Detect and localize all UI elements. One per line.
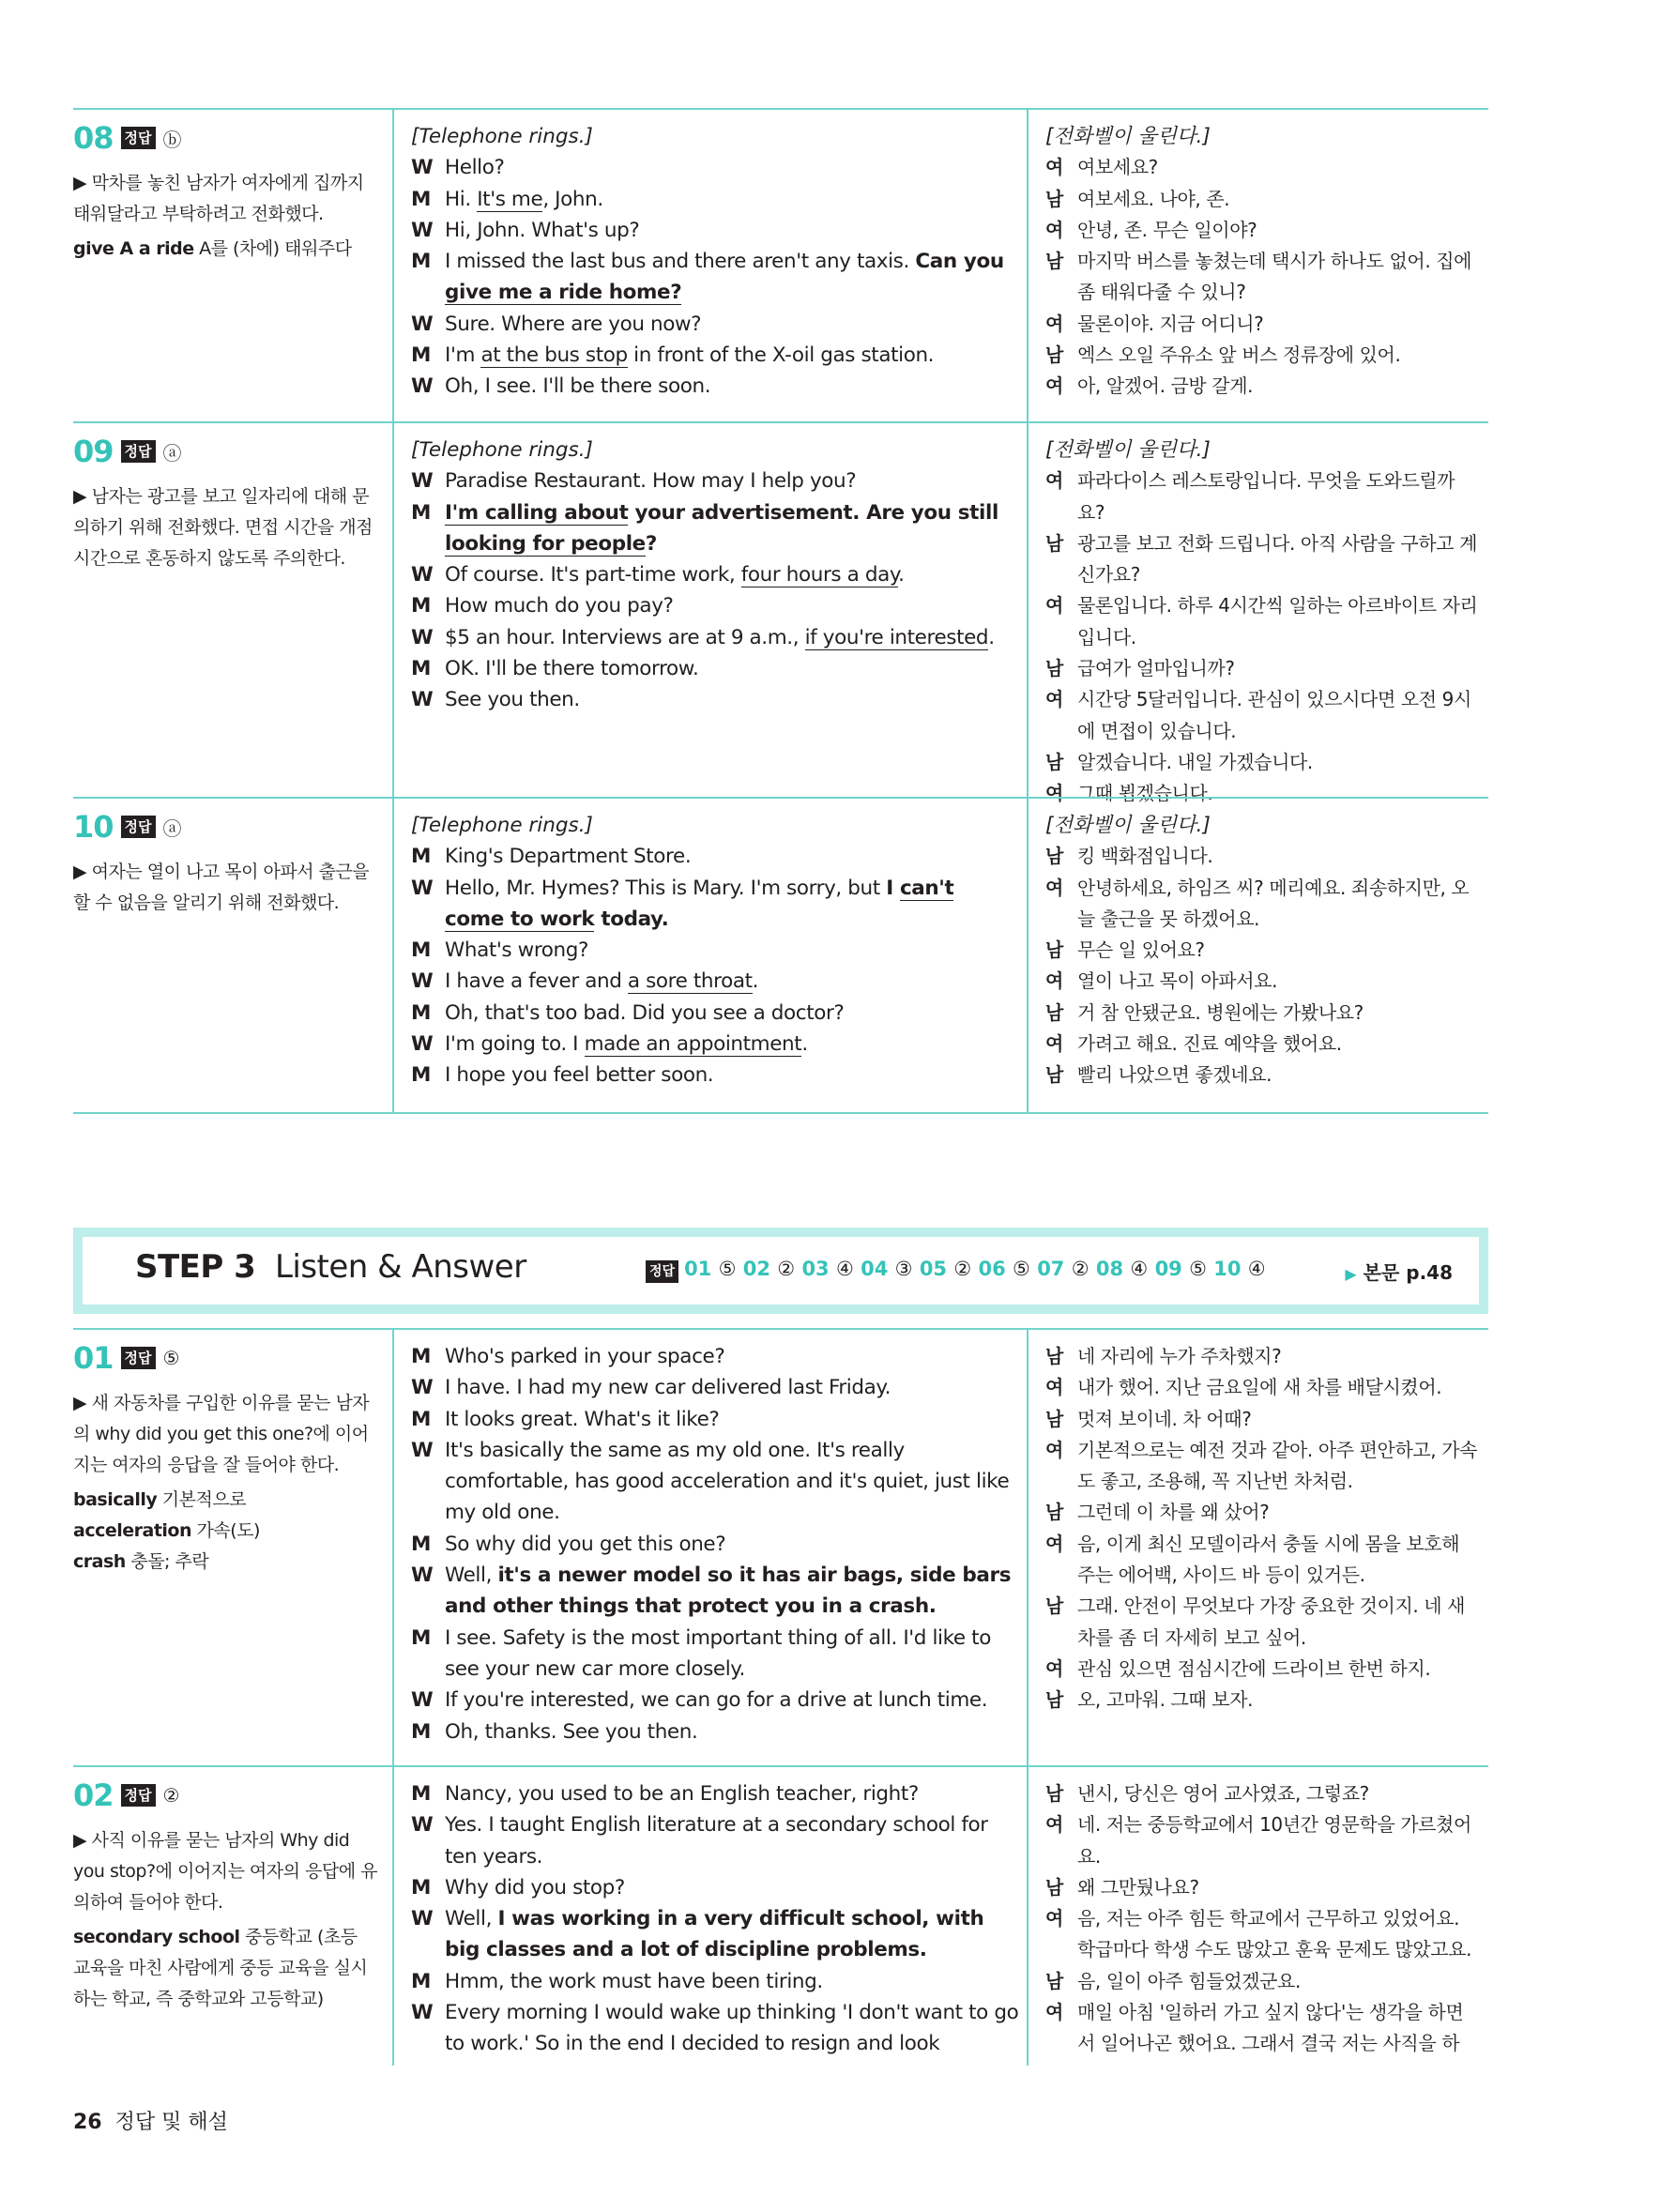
korean-translation	[1027, 423, 1490, 805]
vocab-item: basically 기본적으로	[73, 1489, 247, 1510]
explanation: ▶ 여자는 열이 나고 목이 아파서 출근을 할 수 없음을 알리기 위해 전화했다.	[73, 862, 370, 913]
translation-line: 남 그래. 안전이 무엇보다 가장 중요한 것이지. 네 새 차를 좀 더 자세히 보고 싶어.	[1045, 1594, 1466, 1649]
question-number: 10	[73, 809, 114, 845]
korean-translation	[1027, 1330, 1490, 1767]
script-line: W Oh, I see. I'll be there soon.	[411, 374, 711, 399]
explanation: ▶ 남자는 광고를 보고 일자리에 대해 문의하기 위해 전화했다. 면접 시간을 개점 시간으로 혼동하지 않도록 주의한다.	[73, 486, 373, 569]
stage-direction: [전화벨이 울린다.]	[1045, 814, 1211, 837]
script-line: W Sure. Where are you now?	[411, 312, 702, 336]
translation-line: 여 아, 알겠어. 금방 갈게.	[1045, 374, 1254, 398]
step3-question-01-block	[73, 1328, 1488, 1767]
english-script	[392, 423, 1028, 799]
script-line: W Of course. It's part-time work, four hours a day.	[411, 563, 905, 587]
translation-line: 여 내가 했어. 지난 금요일에 새 차를 배달시켰어.	[1045, 1376, 1442, 1399]
script-line: M I'm calling about your advertisement. Are you still looking for people?	[411, 500, 998, 556]
script-line: M I missed the last bus and there aren't any taxis. Can you give me a ride home?	[411, 250, 1004, 305]
question-number: 09	[73, 434, 114, 469]
translation-line: 남 광고를 보고 전화 드립니다. 아직 사람을 구하고 계신가요?	[1045, 531, 1478, 587]
note-column	[73, 1767, 392, 2015]
translation-line: 여 매일 아침 '일하러 가고 싶지 않다'는 생각을 하면서 일어나곤 했어요. 그래서 결국 저는 사직을 하	[1045, 2001, 1464, 2055]
question-08-block	[73, 108, 1488, 423]
translation-line: 여 물론입니다. 하루 4시간씩 일하는 아르바이트 자리입니다.	[1045, 594, 1478, 648]
script-line: M Who's parked in your space?	[411, 1345, 725, 1368]
answer-badge: 정답	[121, 440, 156, 463]
stage-direction: [Telephone rings.]	[411, 438, 593, 462]
script-line: W Hi, John. What's up?	[411, 218, 640, 242]
answer-choice: ⓐ	[162, 816, 182, 840]
translation-line: 남 거 참 안됐군요. 병원에는 가봤나요?	[1045, 1000, 1364, 1024]
step3-answer-key: 정답 01 ⑤ 02 ② 03 ④ 04 ③ 05 ② 06 ⑤ 07 ② 08 ④ 09 ⑤ 10 ④	[646, 1258, 1266, 1283]
step3-banner	[73, 1228, 1488, 1314]
script-line: M So why did you get this one?	[411, 1532, 726, 1556]
translation-line: 남 오, 고마워. 그때 보자.	[1045, 1688, 1254, 1712]
translation-line: 남 알겠습니다. 내일 가겠습니다.	[1045, 750, 1313, 773]
translation-line: 남 빨리 나았으면 좋겠네요.	[1045, 1063, 1272, 1087]
question-10-block	[73, 797, 1488, 1114]
korean-translation	[1027, 799, 1490, 1112]
script-line: M Hmm, the work must have been tiring.	[411, 1969, 823, 1993]
translation-line: 남 여보세요. 나야, 존.	[1045, 187, 1230, 210]
script-line: W It's basically the same as my old one. It's really comfortable, has good acceleration and it's quiet, just like my old one.	[411, 1438, 1010, 1525]
script-line: M Why did you stop?	[411, 1875, 625, 1899]
script-line: M King's Department Store.	[411, 845, 692, 869]
stage-direction: [전화벨이 울린다.]	[1045, 125, 1211, 148]
answer-badge: 정답	[121, 816, 156, 838]
translation-line: 남 무슨 일 있어요?	[1045, 938, 1205, 962]
stage-direction: [Telephone rings.]	[411, 125, 593, 148]
korean-translation	[1027, 110, 1490, 423]
translation-line: 여 안녕, 존. 무슨 일이야?	[1045, 218, 1257, 241]
script-line: M Hi. It's me, John.	[411, 187, 603, 211]
translation-line: 여 시간당 5달러입니다. 관심이 있으시다면 오전 9시에 면접이 있습니다.	[1045, 688, 1471, 742]
question-number: 02	[73, 1777, 114, 1813]
translation-line: 여 관심 있으면 점심시간에 드라이브 한번 하지.	[1045, 1656, 1431, 1680]
script-line: W See you then.	[411, 688, 580, 712]
stage-direction: [Telephone rings.]	[411, 814, 593, 837]
step3-title: STEP 3 Listen & Answer	[135, 1248, 526, 1286]
vocab-item: crash 충돌; 추락	[73, 1551, 209, 1572]
english-script	[392, 110, 1028, 423]
script-line: W I have. I had my new car delivered last Friday.	[411, 1376, 891, 1400]
translation-line: 여 물론이야. 지금 어디니?	[1045, 312, 1264, 335]
script-line: W I'm going to. I made an appointment.	[411, 1032, 808, 1057]
script-line: M Oh, thanks. See you then.	[411, 1719, 698, 1744]
translation-line: 여 그때 뵙겠습니다.	[1045, 782, 1213, 805]
answer-badge: 정답	[121, 127, 156, 149]
script-line: W Every morning I would wake up thinking 'I don't want to go to work.' So in the end I decided to resign and look	[411, 2001, 1019, 2056]
translation-line: 남 그런데 이 차를 왜 샀어?	[1045, 1501, 1270, 1524]
script-line: M I hope you feel better soon.	[411, 1063, 714, 1088]
note-column	[73, 799, 392, 919]
vocab-item: secondary school 중등학교 (초등 교육을 마친 사람에게 중등 교육을 실시하는 학교, 즉 중학교와 고등학교)	[73, 1927, 368, 2009]
translation-line: 남 마지막 버스를 놓쳤는데 택시가 하나도 없어. 집에 좀 태워다줄 수 있니?	[1045, 250, 1472, 304]
vocab-item: acceleration 가속(도)	[73, 1520, 260, 1541]
translation-line: 여 가려고 해요. 진료 예약을 했어요.	[1045, 1032, 1342, 1056]
question-number: 08	[73, 120, 114, 156]
script-line: W Paradise Restaurant. How may I help you?	[411, 469, 857, 494]
english-script	[392, 1767, 1028, 2066]
script-line: M Oh, that's too bad. Did you see a doctor?	[411, 1000, 845, 1025]
step3-question-02-block	[73, 1765, 1488, 2066]
script-line: W Yes. I taught English literature at a secondary school for ten years.	[411, 1813, 988, 1869]
triangle-right-icon: ▶	[1345, 1265, 1357, 1283]
translation-line: 남 네 자리에 누가 주차했지?	[1045, 1345, 1282, 1367]
script-line: W $5 an hour. Interviews are at 9 a.m., if you're interested.	[411, 625, 995, 649]
note-column	[73, 1330, 392, 1578]
answer-choice: ⑤	[162, 1347, 180, 1369]
script-line: M OK. I'll be there tomorrow.	[411, 657, 699, 681]
translation-line: 남 낸시, 당신은 영어 교사였죠, 그렇죠?	[1045, 1782, 1369, 1805]
answer-choice: ⓑ	[162, 128, 182, 151]
translation-line: 여 음, 저는 아주 힘든 학교에서 근무하고 있었어요. 학급마다 학생 수도 많았고 훈육 문제도 많았고요.	[1045, 1907, 1472, 1961]
page-footer	[73, 2106, 228, 2135]
page-number: 26	[73, 2111, 102, 2134]
script-line: W Hello?	[411, 156, 505, 180]
translation-line: 여 파라다이스 레스토랑입니다. 무엇을 도와드릴까요?	[1045, 469, 1455, 524]
answer-choice: ⓐ	[162, 441, 182, 465]
translation-line: 여 안녕하세요, 하임즈 씨? 메리예요. 죄송하지만, 오늘 출근을 못 하겠어요.	[1045, 876, 1470, 930]
footer-label: 정답 및 해설	[114, 2111, 228, 2134]
script-line: W If you're interested, we can go for a drive at lunch time.	[411, 1688, 988, 1713]
script-line: M What's wrong?	[411, 938, 589, 963]
translation-line: 여 여보세요?	[1045, 156, 1158, 179]
textbook-page-link[interactable]: ▶ 본문 p.48	[1345, 1261, 1453, 1284]
question-number: 01	[73, 1340, 114, 1376]
answer-badge: 정답	[121, 1784, 156, 1807]
translation-line: 여 열이 나고 목이 아파서요.	[1045, 969, 1278, 993]
translation-line: 남 음, 일이 아주 힘들었겠군요.	[1045, 1969, 1301, 1992]
answer-badge: 정답	[121, 1347, 156, 1369]
english-script	[392, 799, 1028, 1112]
script-line: W Hello, Mr. Hymes? This is Mary. I'm sorry, but I can't come to work today.	[411, 876, 954, 931]
script-line: M How much do you pay?	[411, 594, 674, 618]
translation-line: 남 킹 백화점입니다.	[1045, 845, 1213, 868]
script-line: M I see. Safety is the most important thing of all. I'd like to see your new car more closely.	[411, 1625, 991, 1681]
script-line: M Nancy, you used to be an English teacher, right?	[411, 1782, 919, 1806]
note-column	[73, 110, 392, 265]
vocab-item: give A a ride A를 (차에) 태워주다	[73, 238, 352, 259]
note-column	[73, 423, 392, 574]
korean-translation	[1027, 1767, 1490, 2066]
answer-choice: ②	[162, 1784, 180, 1807]
translation-line: 남 엑스 오일 주유소 앞 버스 정류장에 있어.	[1045, 343, 1401, 367]
translation-line: 남 왜 그만뒀나요?	[1045, 1875, 1199, 1899]
translation-line: 남 급여가 얼마입니까?	[1045, 657, 1235, 680]
script-line: W Well, I was working in a very difficult school, with big classes and a lot of discipline problems.	[411, 1907, 984, 1962]
explanation: ▶ 새 자동차를 구입한 이유를 묻는 남자의 why did you get this one?에 이어지는 여자의 응답을 잘 들어야 한다.	[73, 1393, 370, 1475]
explanation: ▶ 사직 이유를 묻는 남자의 Why did you stop?에 이어지는 여자의 응답에 유의하여 들어야 한다.	[73, 1830, 377, 1913]
translation-line: 여 네. 저는 중등학교에서 10년간 영문학을 가르쳤어요.	[1045, 1813, 1471, 1868]
translation-line: 여 음, 이게 최신 모델이라서 충돌 시에 몸을 보호해 주는 에어백, 사이드 바 등이 있거든.	[1045, 1532, 1460, 1587]
stage-direction: [전화벨이 울린다.]	[1045, 438, 1211, 462]
translation-line: 여 기본적으로는 예전 것과 같아. 아주 편안하고, 가속도 좋고, 조용해, 꼭 지난번 차처럼.	[1045, 1438, 1478, 1493]
question-09-block	[73, 421, 1488, 805]
explanation: ▶ 막차를 놓친 남자가 여자에게 집까지 태워달라고 부탁하려고 전화했다.	[73, 173, 364, 224]
script-line: W I have a fever and a sore throat.	[411, 969, 759, 994]
english-script	[392, 1330, 1028, 1767]
script-line: M It looks great. What's it like?	[411, 1407, 720, 1431]
translation-line: 남 멋져 보이네. 차 어때?	[1045, 1407, 1252, 1430]
script-line: W Well, it's a newer model so it has air bags, side bars and other things that protect you in a crash.	[411, 1564, 1012, 1619]
script-line: M I'm at the bus stop in front of the X-oil gas station.	[411, 343, 935, 368]
